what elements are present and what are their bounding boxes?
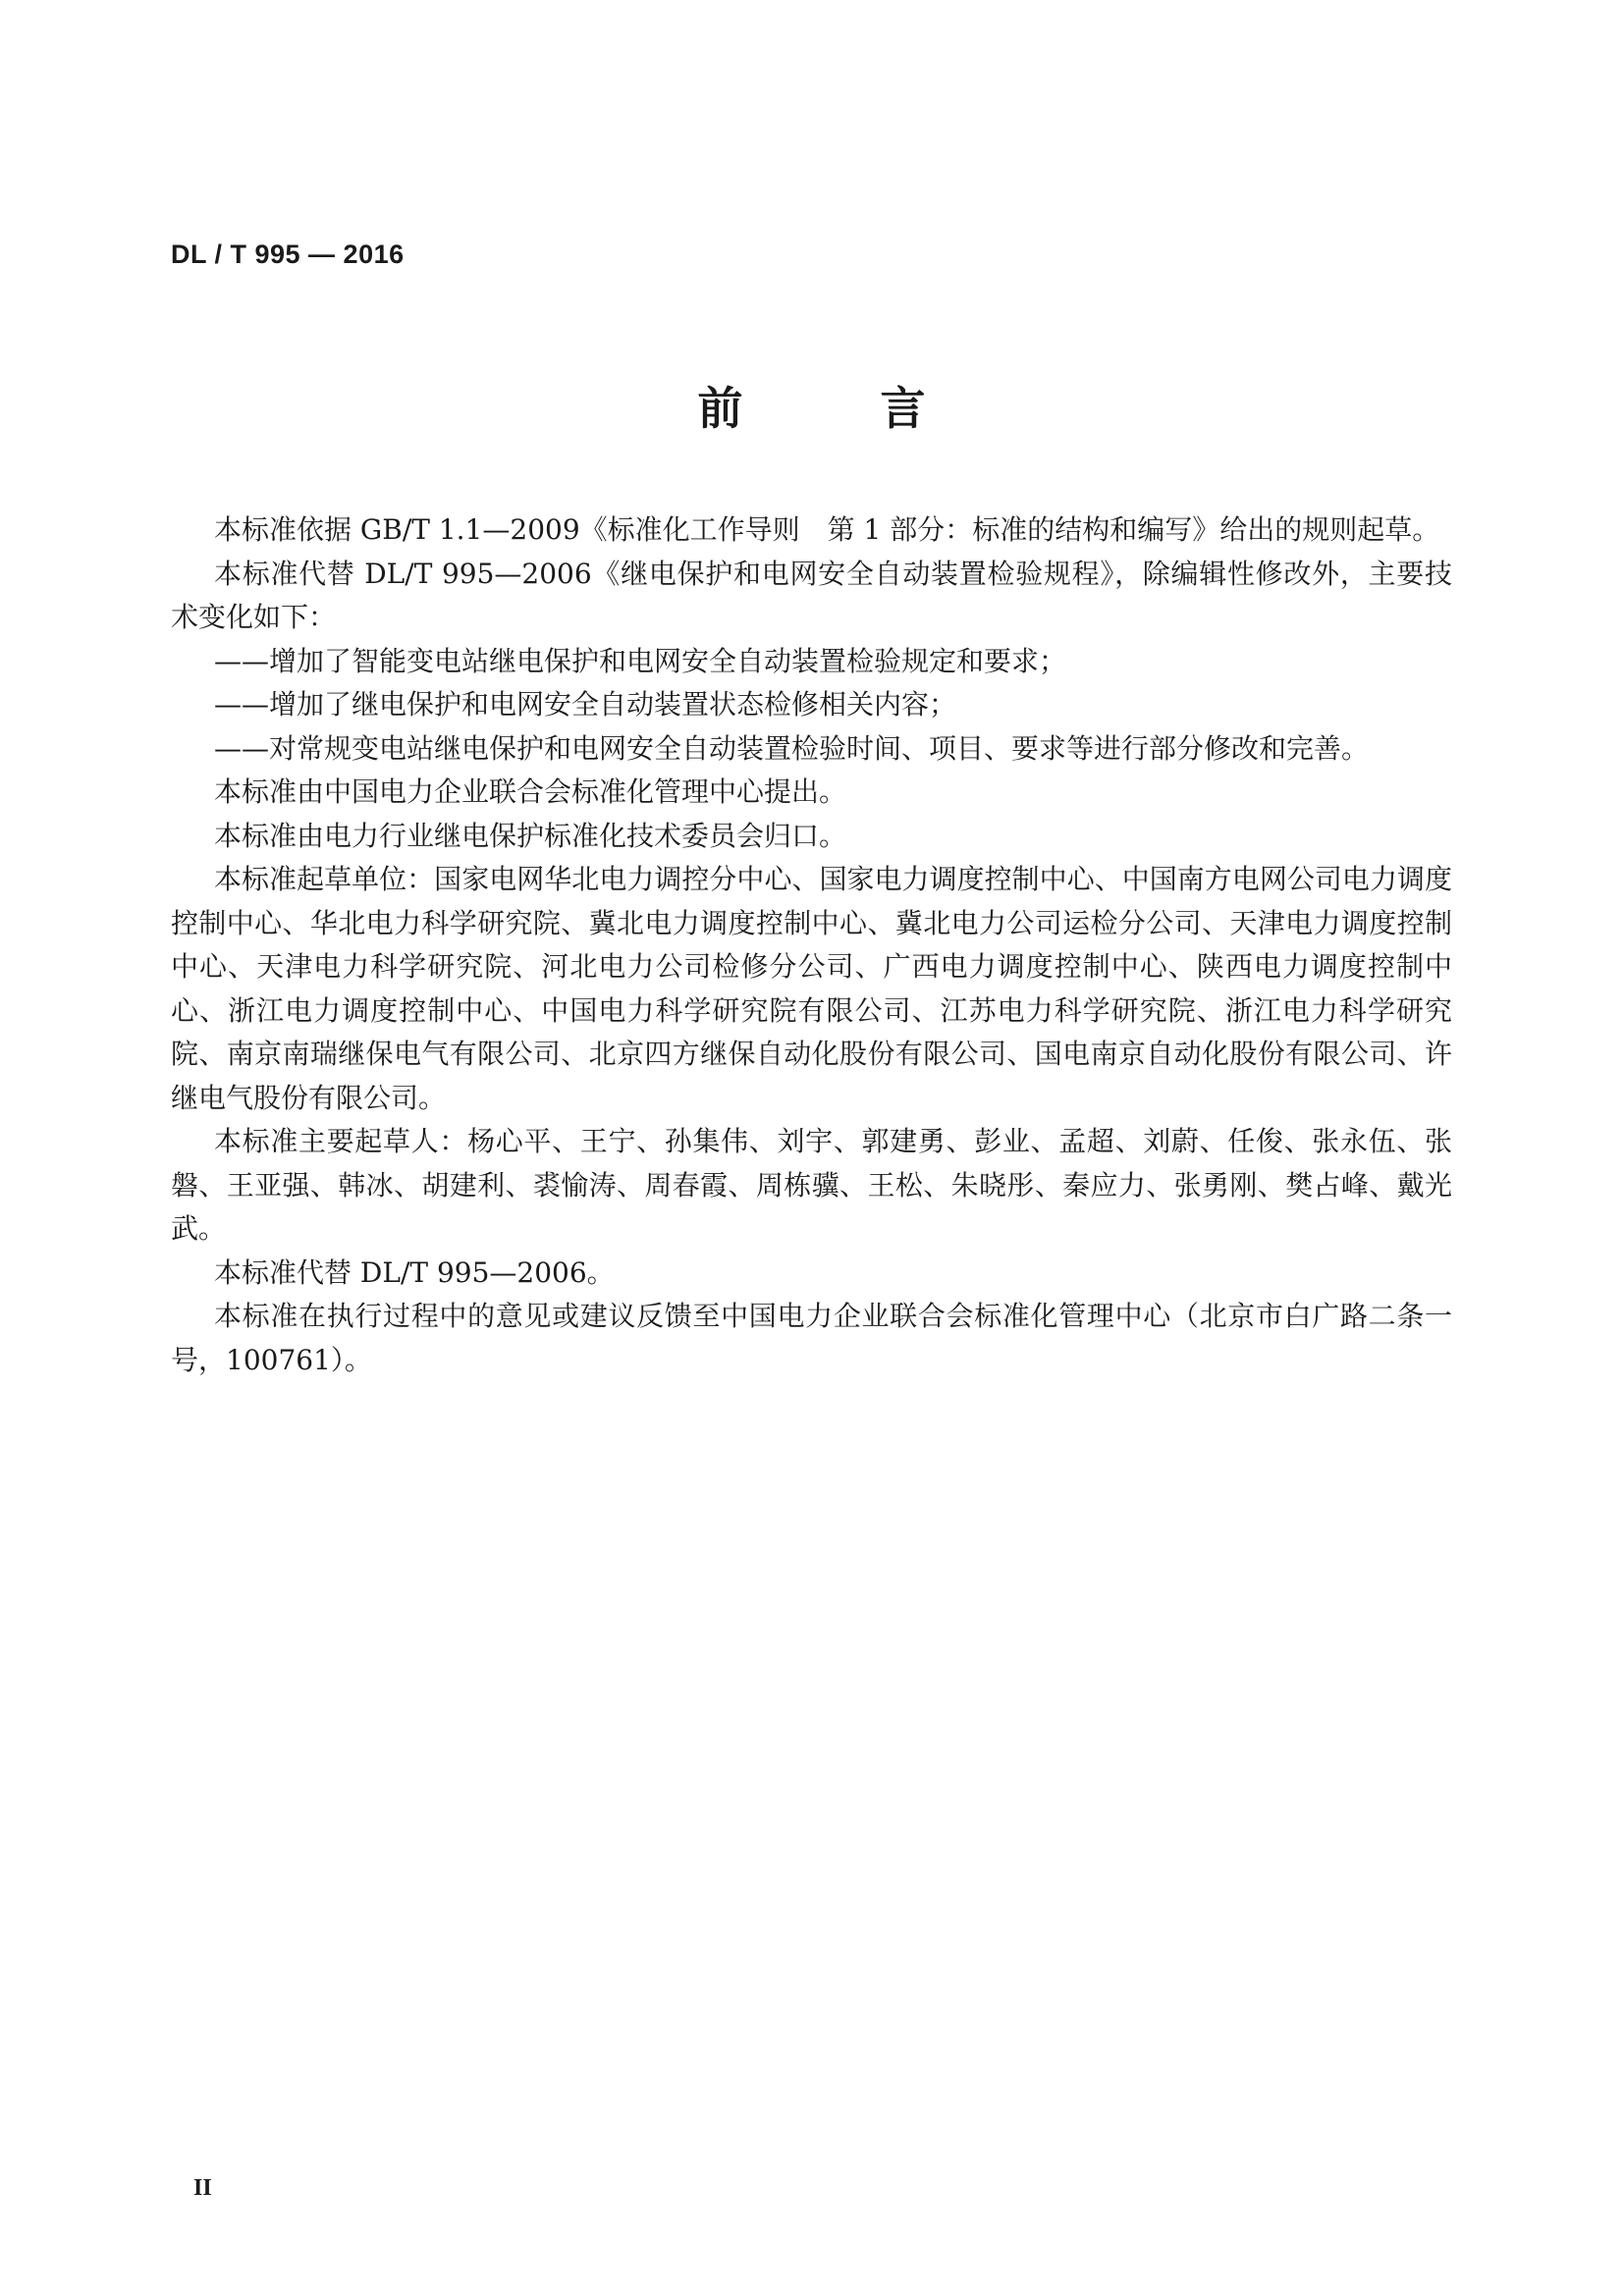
paragraph-administrator: 本标准由电力行业继电保护标准化技术委员会归口。: [214, 819, 847, 852]
paragraph-drafters: 本标准主要起草人：杨心平、王宁、孙集伟、刘宇、郭建勇、彭业、孟超、刘蔚、任俊、张永伍、张磐、王亚强、韩冰、胡建利、裘愉涛、周春霞、周栋骥、王松、朱晓彤、秦应力、张勇刚、樊占峰、戴光武。: [171, 1125, 1452, 1245]
change-item-1: ——增加了智能变电站继电保护和电网安全自动装置检验规定和要求；: [214, 644, 1067, 677]
standard-code: DL / T 995 — 2016: [171, 240, 405, 269]
page-title: 前 言: [697, 382, 987, 435]
paragraph-feedback: 本标准在执行过程中的意见或建议反馈至中国电力企业联合会标准化管理中心（北京市白广路二条一号，100761）。: [171, 1300, 1452, 1376]
page-number: II: [193, 2175, 212, 2201]
paragraph-replaces: 本标准代替 DL/T 995—2006。: [214, 1255, 615, 1289]
document-body: [171, 508, 1452, 1382]
paragraph-drafting-rules: 本标准依据 GB/T 1.1—2009《标准化工作导则 第 1 部分：标准的结构和编写》给出的规则起草。: [214, 513, 1440, 546]
change-item-3: ——对常规变电站继电保护和电网安全自动装置检验时间、项目、要求等进行部分修改和完善。: [214, 731, 1370, 765]
paragraph-proposer: 本标准由中国电力企业联合会标准化管理中心提出。: [214, 775, 847, 808]
paragraph-drafting-units: 本标准起草单位：国家电网华北电力调控分中心、国家电力调度控制中心、中国南方电网公司电力调度控制中心、华北电力科学研究院、冀北电力调度控制中心、冀北电力公司运检分公司、天津电力调度控制中心、天津电力科学研究院、河北电力公司检修分公司、广西电力调度控制中心、陕西电力调度控制中心、浙江电力调度控制中心、中国电力科学研究院有限公司、江苏电力科学研究院、浙江电力科学研究院、南京南瑞继保电气有限公司、北京四方继保自动化股份有限公司、国电南京自动化股份有限公司、许继电气股份有限公司。: [171, 863, 1452, 1114]
paragraph-replacement-changes: 本标准代替 DL/T 995—2006《继电保护和电网安全自动装置检验规程》，除编辑性修改外，主要技术变化如下：: [171, 557, 1452, 633]
change-item-2: ——增加了继电保护和电网安全自动装置状态检修相关内容；: [214, 688, 957, 721]
